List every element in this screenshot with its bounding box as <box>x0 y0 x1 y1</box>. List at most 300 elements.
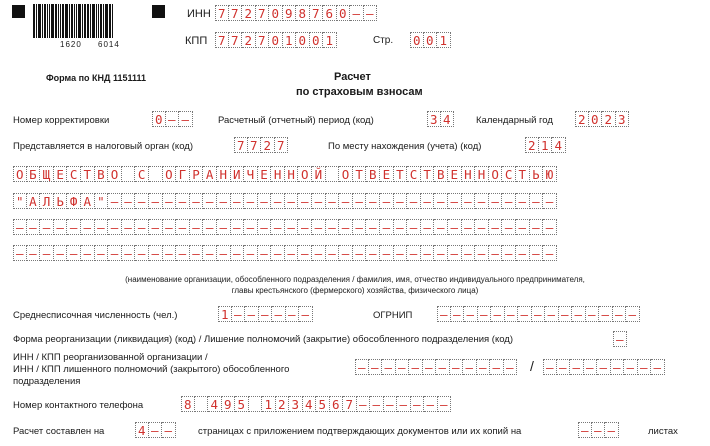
org-name-line-3-cell[interactable]: – <box>244 219 258 235</box>
correction-field-cell[interactable]: 0 <box>152 111 166 127</box>
org-name-line-1-cell[interactable]: С <box>502 166 516 182</box>
year-field-cell[interactable]: 3 <box>616 111 630 127</box>
org-name-line-4-cell[interactable]: – <box>271 245 285 261</box>
org-name-line-3-cell[interactable]: – <box>366 219 380 235</box>
reorg-inn-field-cell[interactable]: – <box>369 359 383 375</box>
org-name-line-1-cell[interactable]: Е <box>54 166 68 182</box>
org-name-line-3-cell[interactable]: – <box>27 219 41 235</box>
org-name-line-2-cell[interactable]: – <box>271 193 285 209</box>
inn-field-cell[interactable]: 7 <box>256 5 270 21</box>
pages-field-cell[interactable]: – <box>162 422 176 438</box>
org-name-line-4-cell[interactable]: – <box>516 245 530 261</box>
org-name-line-2-cell[interactable]: – <box>149 193 163 209</box>
org-name-line-4-cell[interactable]: – <box>108 245 122 261</box>
org-name-line-4-cell[interactable]: – <box>448 245 462 261</box>
org-name-line-1-cell[interactable]: А <box>203 166 217 182</box>
ogrnip-field-cell[interactable]: – <box>572 306 586 322</box>
org-name-line-2-cell[interactable]: – <box>244 193 258 209</box>
org-name-line-1-cell[interactable]: Р <box>190 166 204 182</box>
phone-field-cell[interactable]: 8 <box>181 396 195 412</box>
kpp-field-cell[interactable]: 1 <box>323 32 337 48</box>
tax-authority-field[interactable] <box>234 137 288 153</box>
org-name-line-2-cell[interactable]: – <box>394 193 408 209</box>
org-name-line-4-cell[interactable]: – <box>353 245 367 261</box>
org-name-line-4-cell[interactable]: – <box>176 245 190 261</box>
org-name-line-2-cell[interactable]: – <box>475 193 489 209</box>
org-name-line-1-cell[interactable]: Б <box>27 166 41 182</box>
org-name-line-2-cell[interactable]: – <box>366 193 380 209</box>
period-field[interactable] <box>427 111 454 127</box>
org-name-line-2-cell[interactable]: – <box>312 193 326 209</box>
reorg-kpp-field[interactable] <box>543 359 665 375</box>
phone-field-cell[interactable]: 6 <box>330 396 344 412</box>
org-name-line-1-cell[interactable]: В <box>434 166 448 182</box>
ogrnip-field-cell[interactable]: – <box>559 306 573 322</box>
org-name-line-3-cell[interactable]: – <box>95 219 109 235</box>
org-name-line-4-cell[interactable]: – <box>366 245 380 261</box>
location-field-cell[interactable]: 4 <box>552 137 566 153</box>
docs-field-cell[interactable]: – <box>578 422 592 438</box>
org-name-line-2-cell[interactable]: " <box>13 193 27 209</box>
kpp-field-cell[interactable]: 0 <box>310 32 324 48</box>
org-name-line-3-cell[interactable]: – <box>475 219 489 235</box>
phone-field-cell[interactable]: – <box>438 396 452 412</box>
phone-field-cell[interactable]: 7 <box>343 396 357 412</box>
period-field-cell[interactable]: 4 <box>441 111 455 127</box>
org-name-line-3-cell[interactable]: – <box>13 219 27 235</box>
ogrnip-field-cell[interactable]: – <box>613 306 627 322</box>
page-number-field-cell[interactable]: 1 <box>437 32 451 48</box>
org-name-line-4-cell[interactable]: – <box>339 245 353 261</box>
ogrnip-field-cell[interactable]: – <box>626 306 640 322</box>
org-name-line-1-cell[interactable]: С <box>135 166 149 182</box>
org-name-line-4-cell[interactable]: – <box>163 245 177 261</box>
org-name-line-2-cell[interactable]: – <box>176 193 190 209</box>
org-name-line-2-cell[interactable]: – <box>258 193 272 209</box>
ogrnip-field-cell[interactable]: – <box>518 306 532 322</box>
org-name-line-3-cell[interactable]: – <box>339 219 353 235</box>
org-name-line-4-cell[interactable]: – <box>67 245 81 261</box>
org-name-line-2-cell[interactable]: – <box>190 193 204 209</box>
inn-field-cell[interactable]: 7 <box>215 5 229 21</box>
org-name-line-1-cell[interactable]: О <box>163 166 177 182</box>
org-name-line-2-cell[interactable]: – <box>489 193 503 209</box>
org-name-line-4-cell[interactable]: – <box>258 245 272 261</box>
org-name-line-2-cell[interactable]: – <box>530 193 544 209</box>
org-name-line-3-cell[interactable]: – <box>271 219 285 235</box>
org-name-line-2-cell[interactable]: – <box>380 193 394 209</box>
org-name-line-2-cell[interactable]: – <box>407 193 421 209</box>
correction-field-cell[interactable]: – <box>166 111 180 127</box>
pages-field[interactable] <box>135 422 176 438</box>
org-name-line-3[interactable] <box>13 219 557 235</box>
org-name-line-4-cell[interactable]: – <box>81 245 95 261</box>
reorg-inn-field-cell[interactable]: – <box>355 359 369 375</box>
org-name-line-3-cell[interactable]: – <box>149 219 163 235</box>
phone-field-cell[interactable]: 5 <box>235 396 249 412</box>
year-field[interactable] <box>575 111 629 127</box>
phone-field-cell[interactable]: 5 <box>316 396 330 412</box>
org-name-line-4-cell[interactable]: – <box>13 245 27 261</box>
org-name-line-4-cell[interactable]: – <box>40 245 54 261</box>
org-name-line-2-cell[interactable]: А <box>81 193 95 209</box>
reorg-kpp-field-cell[interactable]: – <box>597 359 611 375</box>
org-name-line-3-cell[interactable]: – <box>54 219 68 235</box>
org-name-line-2-cell[interactable]: – <box>298 193 312 209</box>
org-name-line-3-cell[interactable]: – <box>298 219 312 235</box>
org-name-line-1-cell[interactable]: Т <box>421 166 435 182</box>
knd-label: Форма по КНД 1151111 <box>46 73 146 83</box>
org-name-line-1-cell[interactable]: С <box>407 166 421 182</box>
org-name-line-4-cell[interactable]: – <box>326 245 340 261</box>
org-name-line-3-cell[interactable]: – <box>108 219 122 235</box>
org-name-line-3-cell[interactable]: – <box>407 219 421 235</box>
inn-field-cell[interactable]: – <box>364 5 378 21</box>
reorg-inn-label-2: ИНН / КПП лишенного полномочий (закрытого) обособленного <box>13 364 290 375</box>
org-name-line-3-cell[interactable]: – <box>231 219 245 235</box>
reorg-inn-field-cell[interactable]: – <box>504 359 518 375</box>
headcount-field[interactable] <box>218 306 313 322</box>
org-name-line-3-cell[interactable]: – <box>122 219 136 235</box>
page-number-field-cell[interactable]: 0 <box>410 32 424 48</box>
org-name-line-1-cell[interactable]: Ю <box>543 166 557 182</box>
org-name-line-3-cell[interactable]: – <box>421 219 435 235</box>
phone-field-cell[interactable]: 4 <box>303 396 317 412</box>
org-name-line-1-cell[interactable]: Ч <box>244 166 258 182</box>
tax-authority-field-cell[interactable]: 7 <box>248 137 262 153</box>
org-name-line-4-cell[interactable]: – <box>543 245 557 261</box>
org-name-line-2-cell[interactable]: Ь <box>54 193 68 209</box>
ogrnip-field-cell[interactable]: – <box>451 306 465 322</box>
org-name-line-3-cell[interactable]: – <box>326 219 340 235</box>
pages-field-cell[interactable]: – <box>149 422 163 438</box>
kpp-field-cell[interactable]: 7 <box>256 32 270 48</box>
org-name-line-1-cell[interactable]: Е <box>258 166 272 182</box>
org-name-line-2-cell[interactable]: А <box>27 193 41 209</box>
inn-field-cell[interactable]: 6 <box>323 5 337 21</box>
ogrnip-field-cell[interactable]: – <box>599 306 613 322</box>
org-name-line-4-cell[interactable]: – <box>530 245 544 261</box>
reorg-kpp-field-cell[interactable]: – <box>611 359 625 375</box>
org-name-line-3-cell[interactable]: – <box>353 219 367 235</box>
docs-field-cell[interactable]: – <box>605 422 619 438</box>
headcount-field-cell[interactable]: – <box>259 306 273 322</box>
reorg-inn-label-3: подразделения <box>13 376 81 387</box>
ogrnip-field-cell[interactable]: – <box>491 306 505 322</box>
org-name-hint-2: главы крестьянского (фермерского) хозяйства, физического лица) <box>231 286 479 295</box>
correction-field-cell[interactable]: – <box>179 111 193 127</box>
reorg-kpp-field-cell[interactable]: – <box>570 359 584 375</box>
org-name-line-3-cell[interactable]: – <box>217 219 231 235</box>
org-name-line-2-cell[interactable]: – <box>353 193 367 209</box>
org-name-line-4-cell[interactable]: – <box>231 245 245 261</box>
org-name-line-4-cell[interactable]: – <box>54 245 68 261</box>
phone-field-cell[interactable]: 4 <box>208 396 222 412</box>
org-name-line-4-cell[interactable]: – <box>502 245 516 261</box>
org-name-line-2-cell[interactable]: Ф <box>67 193 81 209</box>
org-name-line-2-cell[interactable]: – <box>108 193 122 209</box>
org-name-line-2-cell[interactable]: – <box>421 193 435 209</box>
reorg-inn-field-cell[interactable]: – <box>463 359 477 375</box>
org-name-line-1-cell[interactable]: О <box>298 166 312 182</box>
phone-field-cell[interactable]: – <box>411 396 425 412</box>
org-name-line-3-cell[interactable]: – <box>434 219 448 235</box>
ogrnip-field-cell[interactable]: – <box>437 306 451 322</box>
org-name-line-2-cell[interactable]: – <box>285 193 299 209</box>
inn-field-cell[interactable]: 7 <box>229 5 243 21</box>
inn-field-cell[interactable]: 0 <box>269 5 283 21</box>
org-name-line-4-cell[interactable]: – <box>421 245 435 261</box>
kpp-field[interactable] <box>215 32 337 48</box>
org-name-line-4-cell[interactable]: – <box>380 245 394 261</box>
org-name-line-4-cell[interactable]: – <box>407 245 421 261</box>
org-name-line-3-cell[interactable]: – <box>135 219 149 235</box>
phone-field-cell[interactable]: 2 <box>276 396 290 412</box>
ogrnip-field-cell[interactable]: – <box>505 306 519 322</box>
org-name-line-4-cell[interactable]: – <box>285 245 299 261</box>
org-name-line-1-cell[interactable]: Н <box>285 166 299 182</box>
inn-field[interactable] <box>215 5 377 21</box>
kpp-field-cell[interactable]: 0 <box>296 32 310 48</box>
org-name-line-4-cell[interactable]: – <box>489 245 503 261</box>
reorg-inn-field-cell[interactable]: – <box>490 359 504 375</box>
headcount-field-cell[interactable]: – <box>232 306 246 322</box>
headcount-field-cell[interactable]: – <box>286 306 300 322</box>
inn-field-cell[interactable]: – <box>350 5 364 21</box>
org-name-line-3-cell[interactable]: – <box>258 219 272 235</box>
org-name-line-3-cell[interactable]: – <box>163 219 177 235</box>
org-name-line-4-cell[interactable]: – <box>190 245 204 261</box>
org-name-line-2-cell[interactable]: – <box>203 193 217 209</box>
org-name-line-4-cell[interactable]: – <box>27 245 41 261</box>
reorg-inn-field-cell[interactable]: – <box>382 359 396 375</box>
reorg-inn-field-cell[interactable]: – <box>436 359 450 375</box>
phone-field-cell[interactable]: – <box>397 396 411 412</box>
ogrnip-field-cell[interactable]: – <box>586 306 600 322</box>
org-name-line-2-cell[interactable]: – <box>434 193 448 209</box>
reorg-inn-field-cell[interactable]: – <box>477 359 491 375</box>
org-name-line-1-cell[interactable]: И <box>231 166 245 182</box>
org-name-line-2-cell[interactable]: – <box>217 193 231 209</box>
inn-field-cell[interactable]: 7 <box>310 5 324 21</box>
ogrnip-field-cell[interactable]: – <box>545 306 559 322</box>
org-name-line-4-cell[interactable]: – <box>475 245 489 261</box>
reorg-inn-field-cell[interactable]: – <box>396 359 410 375</box>
docs-field[interactable] <box>578 422 619 438</box>
org-name-hint-1: (наименование организации, обособленного подразделения / фамилия, имя, отчество индивидуального предпринимателя, <box>125 275 585 284</box>
ogrnip-field-cell[interactable]: – <box>532 306 546 322</box>
ogrnip-field-cell[interactable]: – <box>464 306 478 322</box>
org-name-line-1-cell[interactable]: Т <box>516 166 530 182</box>
location-field[interactable] <box>525 137 566 153</box>
reorg-kpp-field-cell[interactable]: – <box>651 359 665 375</box>
phone-field-cell[interactable]: – <box>424 396 438 412</box>
inn-field-cell[interactable]: 2 <box>242 5 256 21</box>
tax-authority-field-cell[interactable]: 7 <box>234 137 248 153</box>
page-number-field[interactable] <box>410 32 451 48</box>
kpp-field-cell[interactable]: 1 <box>283 32 297 48</box>
year-field-cell[interactable]: 2 <box>602 111 616 127</box>
org-name-line-2[interactable] <box>13 193 557 209</box>
reorg-kpp-field-cell[interactable]: – <box>543 359 557 375</box>
period-field-cell[interactable]: 3 <box>427 111 441 127</box>
phone-field-cell[interactable] <box>195 396 209 412</box>
org-name-line-1-cell[interactable]: Н <box>271 166 285 182</box>
org-name-line-3-cell[interactable]: – <box>448 219 462 235</box>
org-name-line-1-cell[interactable]: Н <box>217 166 231 182</box>
org-name-line-2-cell[interactable]: Л <box>40 193 54 209</box>
org-name-line-1-cell[interactable]: Т <box>394 166 408 182</box>
org-name-line-1-cell[interactable]: Н <box>475 166 489 182</box>
org-name-line-3-cell[interactable]: – <box>81 219 95 235</box>
correction-field[interactable] <box>152 111 193 127</box>
reorg-kpp-field-cell[interactable]: – <box>638 359 652 375</box>
org-name-line-3-cell[interactable]: – <box>489 219 503 235</box>
ogrnip-field-cell[interactable]: – <box>478 306 492 322</box>
org-name-line-3-cell[interactable]: – <box>543 219 557 235</box>
location-field-cell[interactable]: 2 <box>525 137 539 153</box>
phone-field-cell[interactable]: 1 <box>262 396 276 412</box>
org-name-line-4-cell[interactable]: – <box>462 245 476 261</box>
org-name-line-1-cell[interactable] <box>149 166 163 182</box>
phone-field-cell[interactable]: 3 <box>289 396 303 412</box>
org-name-line-2-cell[interactable]: " <box>95 193 109 209</box>
inn-field-cell[interactable]: 0 <box>337 5 351 21</box>
org-name-line-2-cell[interactable]: – <box>502 193 516 209</box>
org-name-line-4-cell[interactable]: – <box>95 245 109 261</box>
org-name-line-3-cell[interactable]: – <box>462 219 476 235</box>
reorg-kpp-field-cell[interactable]: – <box>624 359 638 375</box>
org-name-line-1-cell[interactable]: В <box>95 166 109 182</box>
org-name-line-2-cell[interactable]: – <box>448 193 462 209</box>
phone-field[interactable] <box>181 396 451 412</box>
org-name-line-4[interactable] <box>13 245 557 261</box>
org-name-line-2-cell[interactable]: – <box>516 193 530 209</box>
reorg-inn-label-1: ИНН / КПП реорганизованной организации / <box>13 352 208 363</box>
org-name-line-4-cell[interactable]: – <box>217 245 231 261</box>
org-name-line-2-cell[interactable]: – <box>231 193 245 209</box>
org-name-line-4-cell[interactable]: – <box>122 245 136 261</box>
org-name-line-4-cell[interactable]: – <box>312 245 326 261</box>
org-name-line-1-cell[interactable]: Ь <box>530 166 544 182</box>
kpp-field-cell[interactable]: 7 <box>229 32 243 48</box>
org-name-line-1-cell[interactable]: Е <box>448 166 462 182</box>
correction-label: Номер корректировки <box>13 115 110 126</box>
org-name-line-1-cell[interactable] <box>122 166 136 182</box>
org-name-line-3-cell[interactable]: – <box>67 219 81 235</box>
org-name-line-1-cell[interactable]: Т <box>81 166 95 182</box>
reorg-inn-field-cell[interactable]: – <box>450 359 464 375</box>
org-name-line-2-cell[interactable]: – <box>462 193 476 209</box>
phone-field-cell[interactable]: – <box>370 396 384 412</box>
phone-field-cell[interactable]: – <box>384 396 398 412</box>
year-field-cell[interactable]: 2 <box>575 111 589 127</box>
docs-field-cell[interactable]: – <box>592 422 606 438</box>
kpp-field-cell[interactable]: 2 <box>242 32 256 48</box>
org-name-line-4-cell[interactable]: – <box>394 245 408 261</box>
org-name-line-2-cell[interactable]: – <box>163 193 177 209</box>
org-name-line-2-cell[interactable]: – <box>339 193 353 209</box>
org-name-line-2-cell[interactable]: – <box>135 193 149 209</box>
org-name-line-4-cell[interactable]: – <box>149 245 163 261</box>
inn-field-cell[interactable]: 8 <box>296 5 310 21</box>
org-name-line-3-cell[interactable]: – <box>530 219 544 235</box>
ogrnip-field[interactable] <box>437 306 640 322</box>
org-name-line-1-cell[interactable]: О <box>339 166 353 182</box>
org-name-line-1-cell[interactable] <box>326 166 340 182</box>
headcount-field-cell[interactable]: – <box>272 306 286 322</box>
org-name-line-3-cell[interactable]: – <box>40 219 54 235</box>
headcount-field-cell[interactable]: – <box>245 306 259 322</box>
corner-marker-left <box>12 5 25 18</box>
reorg-form-field[interactable] <box>613 331 627 347</box>
org-name-line-4-cell[interactable]: – <box>434 245 448 261</box>
org-name-line-2-cell[interactable]: – <box>326 193 340 209</box>
phone-field-cell[interactable] <box>249 396 263 412</box>
org-name-line-1-cell[interactable]: Щ <box>40 166 54 182</box>
org-name-line-3-cell[interactable]: – <box>203 219 217 235</box>
org-name-line-2-cell[interactable]: – <box>543 193 557 209</box>
phone-field-cell[interactable]: – <box>357 396 371 412</box>
org-name-line-1[interactable] <box>13 166 557 182</box>
pages-field-cell[interactable]: 4 <box>135 422 149 438</box>
org-name-line-1-cell[interactable]: О <box>13 166 27 182</box>
year-field-cell[interactable]: 0 <box>589 111 603 127</box>
org-name-line-2-cell[interactable]: – <box>122 193 136 209</box>
location-field-cell[interactable]: 1 <box>539 137 553 153</box>
org-name-line-1-cell[interactable]: Г <box>176 166 190 182</box>
org-name-line-4-cell[interactable]: – <box>135 245 149 261</box>
inn-kpp-separator: / <box>530 358 534 374</box>
reorg-form-field-cell[interactable]: – <box>613 331 627 347</box>
tax-authority-field-cell[interactable]: 2 <box>261 137 275 153</box>
kpp-field-cell[interactable]: 7 <box>215 32 229 48</box>
headcount-field-cell[interactable]: 1 <box>218 306 232 322</box>
org-name-line-4-cell[interactable]: – <box>203 245 217 261</box>
tax-authority-field-cell[interactable]: 7 <box>275 137 289 153</box>
org-name-line-1-cell[interactable]: О <box>108 166 122 182</box>
org-name-line-1-cell[interactable]: Е <box>380 166 394 182</box>
docs-label: страницах с приложением подтверждающих документов или их копий на <box>198 426 522 437</box>
headcount-field-cell[interactable]: – <box>299 306 313 322</box>
org-name-line-3-cell[interactable]: – <box>516 219 530 235</box>
org-name-line-1-cell[interactable]: С <box>67 166 81 182</box>
reorg-inn-field[interactable] <box>355 359 517 375</box>
inn-field-cell[interactable]: 9 <box>283 5 297 21</box>
reorg-kpp-field-cell[interactable]: – <box>584 359 598 375</box>
page-number-field-cell[interactable]: 0 <box>424 32 438 48</box>
org-name-line-1-cell[interactable]: Т <box>353 166 367 182</box>
kpp-field-cell[interactable]: 0 <box>269 32 283 48</box>
org-name-line-3-cell[interactable]: – <box>394 219 408 235</box>
org-name-line-1-cell[interactable]: Н <box>462 166 476 182</box>
org-name-line-3-cell[interactable]: – <box>285 219 299 235</box>
org-name-line-3-cell[interactable]: – <box>176 219 190 235</box>
reorg-inn-field-cell[interactable]: – <box>409 359 423 375</box>
org-name-line-3-cell[interactable]: – <box>380 219 394 235</box>
org-name-line-3-cell[interactable]: – <box>190 219 204 235</box>
org-name-line-1-cell[interactable]: В <box>366 166 380 182</box>
org-name-line-4-cell[interactable]: – <box>298 245 312 261</box>
org-name-line-1-cell[interactable]: О <box>489 166 503 182</box>
reorg-inn-field-cell[interactable]: – <box>423 359 437 375</box>
org-name-line-3-cell[interactable]: – <box>502 219 516 235</box>
phone-field-cell[interactable]: 9 <box>222 396 236 412</box>
org-name-line-3-cell[interactable]: – <box>312 219 326 235</box>
org-name-line-4-cell[interactable]: – <box>244 245 258 261</box>
reorg-kpp-field-cell[interactable]: – <box>557 359 571 375</box>
org-name-line-1-cell[interactable]: Й <box>312 166 326 182</box>
